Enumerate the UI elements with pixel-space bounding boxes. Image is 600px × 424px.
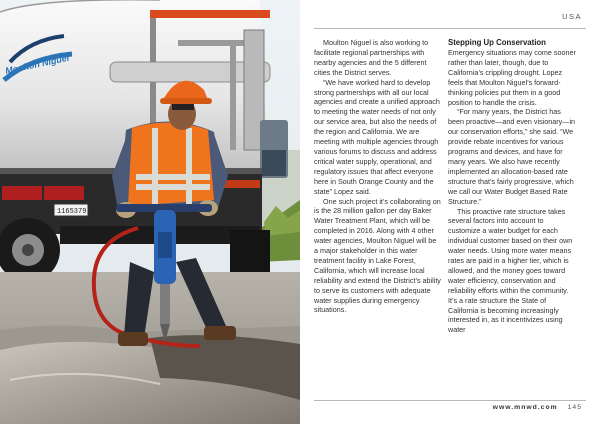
paragraph: One such project it’s collaborating on is the 28 million gallon per day Baker Water Treatment Plant, which will be completed in 2016. Along with 4 other water agencies, Moulton Niguel will be a major stakeholder in this water treatment facility in Lake Forest, California, which will increase local reliability and extend the District’s ability to serve its customers with adequate water supplies during emergency situations.: [314, 196, 441, 315]
bottom-divider: [314, 400, 586, 401]
page-number: 145: [567, 404, 582, 411]
top-divider: [314, 28, 586, 29]
truck-plate: 1165379: [57, 208, 87, 216]
paragraph: Emergency situations may come sooner rather than later, though, due to California’s crippling drought. Lopez feels that Moulton Niguel’s forward-thinking policies put them in a good position to handle the crisis.: [448, 48, 576, 107]
subheading: Stepping Up Conservation: [448, 38, 546, 47]
section-label: USA: [562, 12, 582, 21]
website-url[interactable]: www.mnwd.com: [492, 404, 558, 411]
right-text-column: [448, 38, 576, 335]
truck-logo-text: Moulton Niguel: [4, 52, 70, 76]
paragraph: “For many years, the District has been proactive—and even visionary—in our conservation efforts,” she said. “We provide rebate incentives for various programs and devices, and have for many years. We also have recently implemented an allocation-based rate structure that’s fairly progressive, which we call our Water Budget Based Rate Structure.”: [448, 107, 576, 206]
page-footer: [493, 404, 582, 411]
safety-vest: [128, 122, 214, 206]
left-text-column: [314, 38, 442, 315]
article-page: [300, 0, 600, 424]
paragraph: “We have worked hard to develop strong partnerships with all our local agencies and create a unified approach to meeting the water needs of not only our service area, but also the needs of the region and California. We are meeting with multiple agencies through various forums to discuss and address critical water supply, operational, and regulatory issues that affect everyone here in South Orange County and the state” Lopez said.: [314, 77, 440, 196]
paragraph: This proactive rate structure takes several factors into account to customize a water budget for each individual customer based on their own water needs. Using more water means rates are paid in a higher tier, which is allowed, and the money goes toward water efficiency, conservation and reliability efforts within the community. It’s a rate structure the State of California is becoming increasingly interested in, as it incentivizes using water: [448, 206, 573, 335]
paragraph: Moulton Niguel is also working to facilitate regional partnerships with nearby agencies and the 5 different cities the District serves.: [314, 38, 429, 77]
